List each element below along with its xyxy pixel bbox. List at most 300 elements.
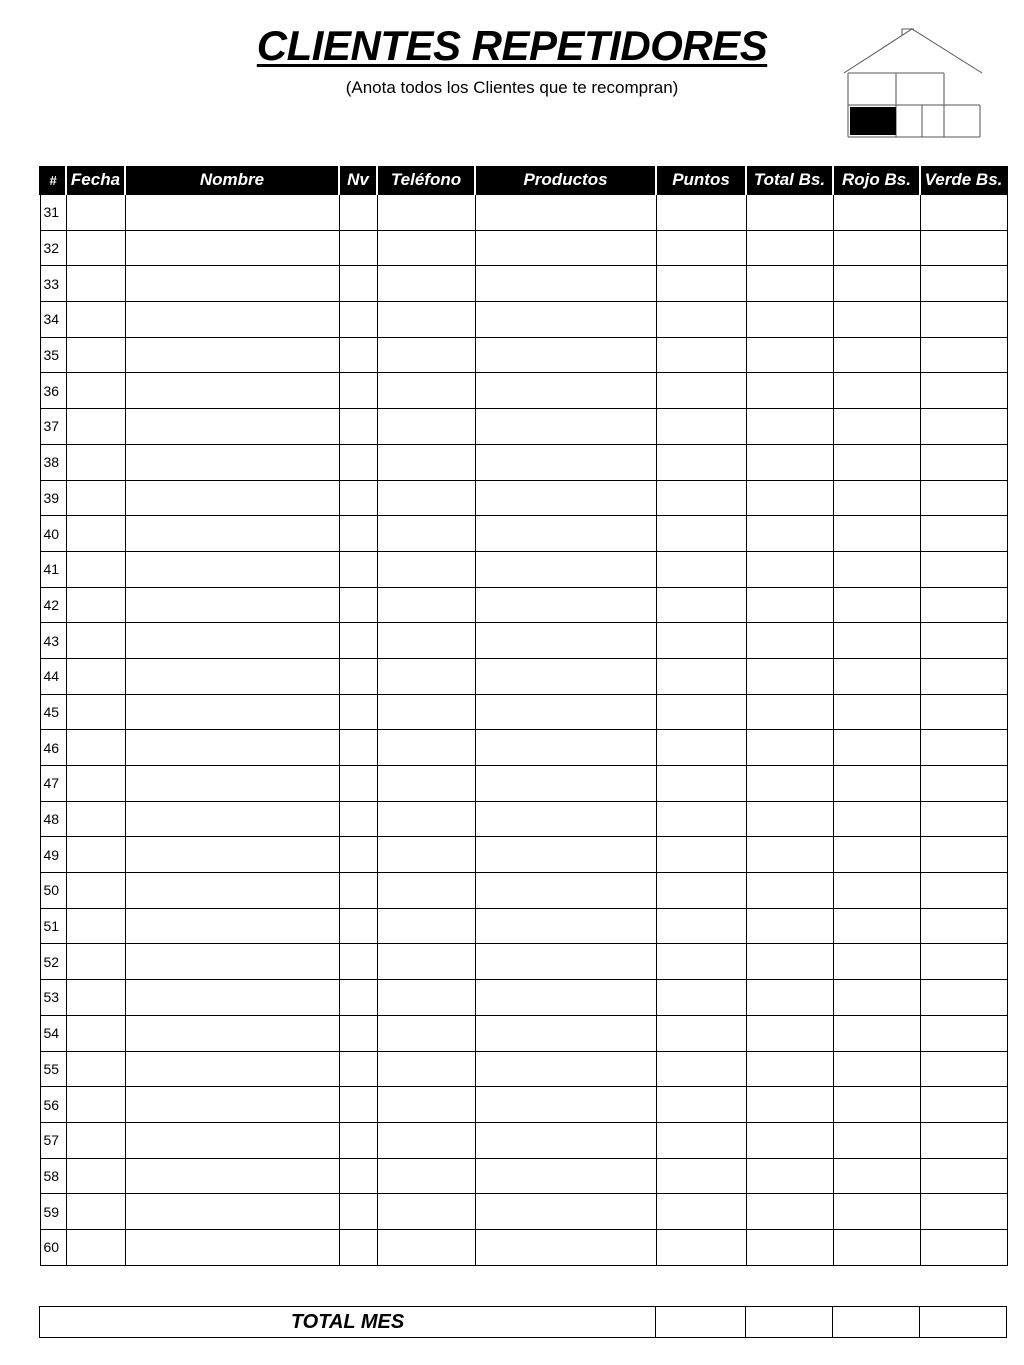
productos-cell[interactable]	[475, 873, 656, 909]
fecha-cell[interactable]	[66, 694, 125, 730]
verde-bs-cell[interactable]	[920, 230, 1007, 266]
fecha-cell[interactable]	[66, 623, 125, 659]
total-bs-cell[interactable]	[746, 837, 833, 873]
nv-cell[interactable]	[339, 873, 377, 909]
telefono-cell[interactable]	[377, 230, 475, 266]
rojo-bs-cell[interactable]	[833, 230, 920, 266]
puntos-cell[interactable]	[656, 873, 746, 909]
puntos-cell[interactable]	[656, 766, 746, 802]
nv-cell[interactable]	[339, 730, 377, 766]
nombre-cell[interactable]	[125, 1087, 339, 1123]
verde-bs-cell[interactable]	[920, 1229, 1007, 1265]
rojo-bs-cell[interactable]	[833, 266, 920, 302]
telefono-cell[interactable]	[377, 837, 475, 873]
clients-table	[39, 166, 1008, 1266]
nombre-cell[interactable]	[125, 801, 339, 837]
col-header-fecha: Fecha	[66, 166, 125, 195]
nombre-cell[interactable]	[125, 1122, 339, 1158]
verde-bs-cell[interactable]	[920, 302, 1007, 338]
rojo-bs-cell[interactable]	[833, 873, 920, 909]
verde-bs-cell[interactable]	[920, 766, 1007, 802]
nombre-cell[interactable]	[125, 551, 339, 587]
nv-cell[interactable]	[339, 694, 377, 730]
nv-cell[interactable]	[339, 1194, 377, 1230]
row-number: 54	[40, 1015, 66, 1051]
fecha-cell[interactable]	[66, 908, 125, 944]
rojo-bs-cell[interactable]	[833, 587, 920, 623]
total-verde-cell[interactable]	[920, 1307, 1007, 1338]
productos-cell[interactable]	[475, 837, 656, 873]
total-bs-cell[interactable]	[746, 551, 833, 587]
nombre-cell[interactable]	[125, 516, 339, 552]
puntos-cell[interactable]	[656, 837, 746, 873]
total-bs-cell[interactable]	[746, 266, 833, 302]
verde-bs-cell[interactable]	[920, 1051, 1007, 1087]
total-bs-cell[interactable]	[746, 337, 833, 373]
verde-bs-cell[interactable]	[920, 195, 1007, 231]
telefono-cell[interactable]	[377, 373, 475, 409]
total-bs-cell[interactable]	[746, 801, 833, 837]
nv-cell[interactable]	[339, 266, 377, 302]
puntos-cell[interactable]	[656, 1015, 746, 1051]
productos-cell[interactable]	[475, 516, 656, 552]
verde-bs-cell[interactable]	[920, 980, 1007, 1016]
telefono-cell[interactable]	[377, 1051, 475, 1087]
puntos-cell[interactable]	[656, 373, 746, 409]
telefono-cell[interactable]	[377, 658, 475, 694]
productos-cell[interactable]	[475, 766, 656, 802]
total-bs-cell[interactable]	[746, 444, 833, 480]
nombre-cell[interactable]	[125, 230, 339, 266]
telefono-cell[interactable]	[377, 1122, 475, 1158]
nv-cell[interactable]	[339, 373, 377, 409]
telefono-cell[interactable]	[377, 587, 475, 623]
nombre-cell[interactable]	[125, 623, 339, 659]
total-bs-cell[interactable]	[746, 1158, 833, 1194]
fecha-cell[interactable]	[66, 766, 125, 802]
nombre-cell[interactable]	[125, 373, 339, 409]
telefono-cell[interactable]	[377, 302, 475, 338]
productos-cell[interactable]	[475, 302, 656, 338]
nv-cell[interactable]	[339, 658, 377, 694]
nombre-cell[interactable]	[125, 409, 339, 445]
fecha-cell[interactable]	[66, 658, 125, 694]
total-bs-cell[interactable]	[746, 1015, 833, 1051]
col-header-telefono: Teléfono	[377, 166, 475, 195]
nombre-cell[interactable]	[125, 658, 339, 694]
productos-cell[interactable]	[475, 373, 656, 409]
row-number: 57	[40, 1122, 66, 1158]
productos-cell[interactable]	[475, 444, 656, 480]
verde-bs-cell[interactable]	[920, 623, 1007, 659]
productos-cell[interactable]	[475, 266, 656, 302]
nombre-cell[interactable]	[125, 444, 339, 480]
productos-cell[interactable]	[475, 1122, 656, 1158]
row-number: 51	[40, 908, 66, 944]
telefono-cell[interactable]	[377, 766, 475, 802]
total-bs-cell[interactable]	[746, 1087, 833, 1123]
total-bs-cell[interactable]	[746, 1051, 833, 1087]
nv-cell[interactable]	[339, 1051, 377, 1087]
verde-bs-cell[interactable]	[920, 658, 1007, 694]
verde-bs-cell[interactable]	[920, 480, 1007, 516]
rojo-bs-cell[interactable]	[833, 1051, 920, 1087]
rojo-bs-cell[interactable]	[833, 730, 920, 766]
productos-cell[interactable]	[475, 730, 656, 766]
nv-cell[interactable]	[339, 1087, 377, 1123]
rojo-bs-cell[interactable]	[833, 908, 920, 944]
telefono-cell[interactable]	[377, 1087, 475, 1123]
fecha-cell[interactable]	[66, 1087, 125, 1123]
puntos-cell[interactable]	[656, 908, 746, 944]
telefono-cell[interactable]	[377, 1229, 475, 1265]
row-number: 58	[40, 1158, 66, 1194]
telefono-cell[interactable]	[377, 1015, 475, 1051]
nombre-cell[interactable]	[125, 587, 339, 623]
rojo-bs-cell[interactable]	[833, 766, 920, 802]
fecha-cell[interactable]	[66, 516, 125, 552]
rojo-bs-cell[interactable]	[833, 516, 920, 552]
productos-cell[interactable]	[475, 658, 656, 694]
verde-bs-cell[interactable]	[920, 373, 1007, 409]
nombre-cell[interactable]	[125, 730, 339, 766]
telefono-cell[interactable]	[377, 873, 475, 909]
nv-cell[interactable]	[339, 480, 377, 516]
total-bs-cell[interactable]	[746, 195, 833, 231]
table-row	[40, 908, 1007, 944]
verde-bs-cell[interactable]	[920, 944, 1007, 980]
puntos-cell[interactable]	[656, 1194, 746, 1230]
rojo-bs-cell[interactable]	[833, 551, 920, 587]
nombre-cell[interactable]	[125, 944, 339, 980]
puntos-cell[interactable]	[656, 730, 746, 766]
puntos-cell[interactable]	[656, 1158, 746, 1194]
fecha-cell[interactable]	[66, 730, 125, 766]
productos-cell[interactable]	[475, 980, 656, 1016]
nombre-cell[interactable]	[125, 873, 339, 909]
puntos-cell[interactable]	[656, 658, 746, 694]
row-number: 52	[40, 944, 66, 980]
nv-cell[interactable]	[339, 944, 377, 980]
nombre-cell[interactable]	[125, 1229, 339, 1265]
puntos-cell[interactable]	[656, 302, 746, 338]
verde-bs-cell[interactable]	[920, 1087, 1007, 1123]
nv-cell[interactable]	[339, 587, 377, 623]
puntos-cell[interactable]	[656, 801, 746, 837]
total-bs-cell[interactable]	[746, 587, 833, 623]
fecha-cell[interactable]	[66, 1015, 125, 1051]
total-bs-cell[interactable]	[746, 1229, 833, 1265]
telefono-cell[interactable]	[377, 480, 475, 516]
rojo-bs-cell[interactable]	[833, 623, 920, 659]
rojo-bs-cell[interactable]	[833, 1229, 920, 1265]
rojo-bs-cell[interactable]	[833, 944, 920, 980]
row-number: 53	[40, 980, 66, 1016]
rojo-bs-cell[interactable]	[833, 1158, 920, 1194]
rojo-bs-cell[interactable]	[833, 694, 920, 730]
productos-cell[interactable]	[475, 337, 656, 373]
rojo-bs-cell[interactable]	[833, 480, 920, 516]
row-number: 47	[40, 766, 66, 802]
puntos-cell[interactable]	[656, 337, 746, 373]
nv-cell[interactable]	[339, 766, 377, 802]
fecha-cell[interactable]	[66, 837, 125, 873]
nv-cell[interactable]	[339, 302, 377, 338]
nombre-cell[interactable]	[125, 195, 339, 231]
verde-bs-cell[interactable]	[920, 266, 1007, 302]
puntos-cell[interactable]	[656, 551, 746, 587]
puntos-cell[interactable]	[656, 444, 746, 480]
table-row	[40, 409, 1007, 445]
nv-cell[interactable]	[339, 409, 377, 445]
total-bs-cell[interactable]	[746, 302, 833, 338]
total-bs-cell[interactable]	[746, 694, 833, 730]
productos-cell[interactable]	[475, 1087, 656, 1123]
productos-cell[interactable]	[475, 1158, 656, 1194]
fecha-cell[interactable]	[66, 944, 125, 980]
telefono-cell[interactable]	[377, 730, 475, 766]
fecha-cell[interactable]	[66, 302, 125, 338]
rojo-bs-cell[interactable]	[833, 1122, 920, 1158]
fecha-cell[interactable]	[66, 230, 125, 266]
total-bs-cell[interactable]	[746, 516, 833, 552]
nv-cell[interactable]	[339, 801, 377, 837]
total-bs-cell[interactable]	[746, 230, 833, 266]
rojo-bs-cell[interactable]	[833, 658, 920, 694]
total-table	[39, 1306, 1007, 1338]
total-bs-cell[interactable]	[746, 873, 833, 909]
fecha-cell[interactable]	[66, 551, 125, 587]
telefono-cell[interactable]	[377, 944, 475, 980]
verde-bs-cell[interactable]	[920, 1194, 1007, 1230]
col-header-puntos: Puntos	[656, 166, 746, 195]
puntos-cell[interactable]	[656, 1122, 746, 1158]
verde-bs-cell[interactable]	[920, 1158, 1007, 1194]
total-bs-cell[interactable]	[746, 658, 833, 694]
verde-bs-cell[interactable]	[920, 337, 1007, 373]
nombre-cell[interactable]	[125, 980, 339, 1016]
rojo-bs-cell[interactable]	[833, 1087, 920, 1123]
telefono-cell[interactable]	[377, 980, 475, 1016]
total-bs-cell[interactable]	[746, 766, 833, 802]
nombre-cell[interactable]	[125, 302, 339, 338]
verde-bs-cell[interactable]	[920, 801, 1007, 837]
puntos-cell[interactable]	[656, 480, 746, 516]
puntos-cell[interactable]	[656, 409, 746, 445]
verde-bs-cell[interactable]	[920, 908, 1007, 944]
telefono-cell[interactable]	[377, 623, 475, 659]
total-bs-cell[interactable]	[746, 480, 833, 516]
fecha-cell[interactable]	[66, 873, 125, 909]
productos-cell[interactable]	[475, 230, 656, 266]
verde-bs-cell[interactable]	[920, 1015, 1007, 1051]
nv-cell[interactable]	[339, 337, 377, 373]
telefono-cell[interactable]	[377, 1194, 475, 1230]
fecha-cell[interactable]	[66, 195, 125, 231]
nombre-cell[interactable]	[125, 837, 339, 873]
table-row	[40, 694, 1007, 730]
fecha-cell[interactable]	[66, 801, 125, 837]
rojo-bs-cell[interactable]	[833, 980, 920, 1016]
table-row	[40, 1229, 1007, 1265]
puntos-cell[interactable]	[656, 1087, 746, 1123]
verde-bs-cell[interactable]	[920, 444, 1007, 480]
fecha-cell[interactable]	[66, 1194, 125, 1230]
productos-cell[interactable]	[475, 694, 656, 730]
productos-cell[interactable]	[475, 409, 656, 445]
rojo-bs-cell[interactable]	[833, 837, 920, 873]
puntos-cell[interactable]	[656, 230, 746, 266]
table-row	[40, 444, 1007, 480]
telefono-cell[interactable]	[377, 801, 475, 837]
nv-cell[interactable]	[339, 1229, 377, 1265]
puntos-cell[interactable]	[656, 587, 746, 623]
verde-bs-cell[interactable]	[920, 1122, 1007, 1158]
puntos-cell[interactable]	[656, 266, 746, 302]
verde-bs-cell[interactable]	[920, 873, 1007, 909]
nombre-cell[interactable]	[125, 337, 339, 373]
fecha-cell[interactable]	[66, 409, 125, 445]
nombre-cell[interactable]	[125, 1015, 339, 1051]
verde-bs-cell[interactable]	[920, 730, 1007, 766]
nombre-cell[interactable]	[125, 1158, 339, 1194]
verde-bs-cell[interactable]	[920, 837, 1007, 873]
nv-cell[interactable]	[339, 516, 377, 552]
fecha-cell[interactable]	[66, 587, 125, 623]
total-bs-cell[interactable]	[746, 1307, 833, 1338]
total-rojo-cell[interactable]	[833, 1307, 920, 1338]
nv-cell[interactable]	[339, 1015, 377, 1051]
page-title-text: CLIENTES REPETIDORES	[256, 22, 768, 69]
fecha-cell[interactable]	[66, 1229, 125, 1265]
col-header-productos: Productos	[475, 166, 656, 195]
verde-bs-cell[interactable]	[920, 587, 1007, 623]
nv-cell[interactable]	[339, 444, 377, 480]
fecha-cell[interactable]	[66, 980, 125, 1016]
telefono-cell[interactable]	[377, 409, 475, 445]
nombre-cell[interactable]	[125, 480, 339, 516]
col-header-nombre: Nombre	[125, 166, 339, 195]
fecha-cell[interactable]	[66, 1122, 125, 1158]
productos-cell[interactable]	[475, 1229, 656, 1265]
verde-bs-cell[interactable]	[920, 516, 1007, 552]
total-bs-cell[interactable]	[746, 1194, 833, 1230]
total-bs-cell[interactable]	[746, 730, 833, 766]
telefono-cell[interactable]	[377, 337, 475, 373]
total-bs-cell[interactable]	[746, 373, 833, 409]
rojo-bs-cell[interactable]	[833, 195, 920, 231]
nv-cell[interactable]	[339, 1158, 377, 1194]
telefono-cell[interactable]	[377, 694, 475, 730]
verde-bs-cell[interactable]	[920, 551, 1007, 587]
nombre-cell[interactable]	[125, 908, 339, 944]
total-puntos-cell[interactable]	[656, 1307, 746, 1338]
total-bs-cell[interactable]	[746, 908, 833, 944]
row-number: 36	[40, 373, 66, 409]
productos-cell[interactable]	[475, 944, 656, 980]
col-header-verde-bs: Verde Bs.	[920, 166, 1007, 195]
productos-cell[interactable]	[475, 195, 656, 231]
telefono-cell[interactable]	[377, 195, 475, 231]
verde-bs-cell[interactable]	[920, 694, 1007, 730]
total-bs-cell[interactable]	[746, 1122, 833, 1158]
productos-cell[interactable]	[475, 587, 656, 623]
puntos-cell[interactable]	[656, 944, 746, 980]
puntos-cell[interactable]	[656, 1229, 746, 1265]
telefono-cell[interactable]	[377, 516, 475, 552]
nv-cell[interactable]	[339, 230, 377, 266]
fecha-cell[interactable]	[66, 1051, 125, 1087]
rojo-bs-cell[interactable]	[833, 337, 920, 373]
telefono-cell[interactable]	[377, 266, 475, 302]
nv-cell[interactable]	[339, 980, 377, 1016]
fecha-cell[interactable]	[66, 1158, 125, 1194]
total-bs-cell[interactable]	[746, 623, 833, 659]
puntos-cell[interactable]	[656, 980, 746, 1016]
productos-cell[interactable]	[475, 623, 656, 659]
table-row	[40, 658, 1007, 694]
nombre-cell[interactable]	[125, 266, 339, 302]
nombre-cell[interactable]	[125, 1051, 339, 1087]
fecha-cell[interactable]	[66, 444, 125, 480]
fecha-cell[interactable]	[66, 266, 125, 302]
total-bs-cell[interactable]	[746, 944, 833, 980]
rojo-bs-cell[interactable]	[833, 1194, 920, 1230]
nv-cell[interactable]	[339, 837, 377, 873]
puntos-cell[interactable]	[656, 694, 746, 730]
rojo-bs-cell[interactable]	[833, 373, 920, 409]
nv-cell[interactable]	[339, 1122, 377, 1158]
telefono-cell[interactable]	[377, 551, 475, 587]
nv-cell[interactable]	[339, 623, 377, 659]
table-row	[40, 551, 1007, 587]
fecha-cell[interactable]	[66, 337, 125, 373]
table-row	[40, 801, 1007, 837]
puntos-cell[interactable]	[656, 1051, 746, 1087]
total-bs-cell[interactable]	[746, 409, 833, 445]
verde-bs-cell[interactable]	[920, 409, 1007, 445]
rojo-bs-cell[interactable]	[833, 302, 920, 338]
table-row	[40, 480, 1007, 516]
nombre-cell[interactable]	[125, 1194, 339, 1230]
productos-cell[interactable]	[475, 1015, 656, 1051]
productos-cell[interactable]	[475, 908, 656, 944]
puntos-cell[interactable]	[656, 623, 746, 659]
puntos-cell[interactable]	[656, 195, 746, 231]
nv-cell[interactable]	[339, 195, 377, 231]
productos-cell[interactable]	[475, 801, 656, 837]
fecha-cell[interactable]	[66, 373, 125, 409]
rojo-bs-cell[interactable]	[833, 409, 920, 445]
nombre-cell[interactable]	[125, 766, 339, 802]
total-bs-cell[interactable]	[746, 980, 833, 1016]
rojo-bs-cell[interactable]	[833, 801, 920, 837]
telefono-cell[interactable]	[377, 444, 475, 480]
telefono-cell[interactable]	[377, 908, 475, 944]
productos-cell[interactable]	[475, 1194, 656, 1230]
nv-cell[interactable]	[339, 908, 377, 944]
productos-cell[interactable]	[475, 551, 656, 587]
productos-cell[interactable]	[475, 480, 656, 516]
rojo-bs-cell[interactable]	[833, 444, 920, 480]
nombre-cell[interactable]	[125, 694, 339, 730]
telefono-cell[interactable]	[377, 1158, 475, 1194]
rojo-bs-cell[interactable]	[833, 1015, 920, 1051]
productos-cell[interactable]	[475, 1051, 656, 1087]
nv-cell[interactable]	[339, 551, 377, 587]
fecha-cell[interactable]	[66, 480, 125, 516]
puntos-cell[interactable]	[656, 516, 746, 552]
